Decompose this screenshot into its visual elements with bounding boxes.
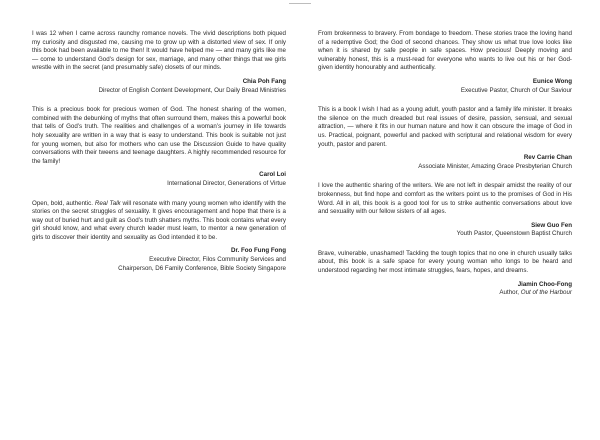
endorsement-siew-guo-fen xyxy=(318,182,572,239)
right-page xyxy=(318,30,572,309)
role-prefix: Author, xyxy=(499,289,521,297)
endorsement-carrie-chan xyxy=(318,106,572,171)
endorsement-quote: I love the authentic sharing of the writers. We are not left in despair amidst the reality of our brokenness, but find hope and comfort as the writers point us to the promises of God in His Word. All in all, this book is a good tool for us to strike authentic conversations about love and sexuality with our fellow sisters of all ages. xyxy=(318,182,572,216)
endorser-role: International Director, Generations of Virtue xyxy=(167,179,286,187)
endorsement-quote: This is a precious book for precious women of God. The honest sharing of the women, combined with the debunking of myths that often surround them, makes this a powerful book that tells of God’s truth. The realities and challenges of a woman’s journey in life towards holy sexuality are written in a way that is easy to understand. This book is suitable not just for young women, but also for mothers who can use the Discussion Guide to have quality conversations with their tweens and teenage daughters. A highly recommended resource for the family! xyxy=(32,106,286,165)
endorser-role xyxy=(318,289,572,298)
endorser-name: Siew Guo Fen xyxy=(531,221,572,229)
endorser-name: Rev Carrie Chan xyxy=(523,154,572,162)
endorser-name: Dr. Foo Fung Fong xyxy=(231,247,286,255)
endorsement-quote: Brave, vulnerable, unashamed! Tackling the tough topics that no one in church usually talks about, this book is a safe space for every young woman who longs to be heard and understood regarding her most intimate struggles, fears, hopes, and dreams. xyxy=(318,249,572,275)
endorsement-carol-loi xyxy=(32,106,286,188)
endorser-role: Executive Pastor, Church of Our Saviour xyxy=(460,86,572,94)
endorsement-foo-fung-fong xyxy=(32,200,286,274)
endorser-name: Chia Poh Fang xyxy=(242,77,286,85)
endorser-name: Jiamin Choo-Fong xyxy=(517,280,572,288)
endorsement-chia-poh-fang xyxy=(32,30,286,95)
endorsement-eunice-wong xyxy=(318,30,572,95)
endorsement-quote xyxy=(32,200,286,243)
book-title-out-of-the-harbour: Out of the Harbour xyxy=(520,289,572,297)
endorser-role: Associate Minister, Amazing Grace Presbyterian Church xyxy=(418,162,572,170)
endorser-role: Youth Pastor, Queenstown Baptist Church xyxy=(456,230,572,238)
endorser-name: Eunice Wong xyxy=(532,77,572,85)
book-title-real-talk: Real Talk xyxy=(94,199,121,207)
quote-text-before: Open, bold, authentic. xyxy=(32,199,95,207)
endorser-role: Director of English Content Development, Our Daily Bread Ministries xyxy=(98,86,286,94)
endorsement-quote: This is a book I wish I had as a young adult, youth pastor and a family life minister. It breaks the silence on the much dreaded but real issues of desire, passion, sensual, and sexual attraction, — where it fits in our human nature and how it can obscure the image of God in us. Practical, poignant, powerful and packed with scriptural and relational wisdom for every youth, pastor and parent. xyxy=(318,106,572,148)
page-top-mark xyxy=(289,3,311,4)
endorsement-quote: I was 12 when I came across raunchy romance novels. The vivid descriptions both piqued my curiosity and disgusted me, causing me to grow up with a distorted view of sex. If only this book had been available to me then! It would have helped me — and many girls like me — come to understand God’s design for sex, marriage, and many other things that we girls wrestle with in the secret (and presumably safe) closets of our minds. xyxy=(32,30,286,72)
left-page xyxy=(32,30,286,284)
endorsement-quote: From brokenness to bravery. From bondage to freedom. These stories trace the loving hand of a redemptive God; the God of second chances. They show us what true love looks like when it is shared by safe people in safe spaces. How precious! Deeply moving and vulnerably honest, this is a must-read for everyone who wants to live out his or her God-given identity honourably and authentically. xyxy=(318,30,572,72)
endorser-name: Carol Loi xyxy=(259,171,286,179)
endorsement-jiamin-choo-fong xyxy=(318,250,572,298)
endorser-role-line-1: Executive Director, Filos Community Services and xyxy=(149,256,286,264)
endorser-role-line-2: Chairperson, D6 Family Conference, Bible Society Singapore xyxy=(118,264,286,272)
quote-text-after: will resonate with many young women who identify with the stories on the secret struggles of sexuality. It gives encouragement and hope that there is a way out of buried hurt and guilt as God’s truth shatters myths. This book contains what every girl should know, and what every church leader must learn, to mentor a new generation of girls to discover their identity and sexuality as God intended it to be. xyxy=(32,199,286,241)
